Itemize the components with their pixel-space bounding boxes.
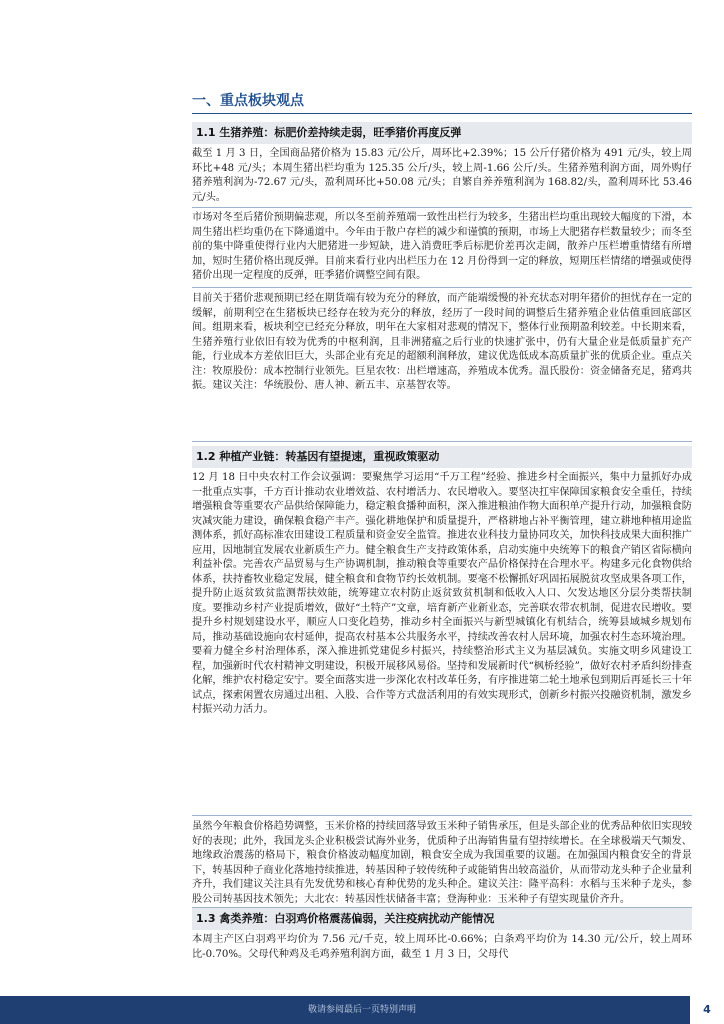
subsection-heading-hog: 1.1 生猪养殖：标肥价差持续走弱，旺季猪价再度反弹 [192, 122, 692, 144]
paragraph-poultry-prices: 本周主产区白羽鸡平均价为 7.56 元/千克，较上周环比-0.66%；白条鸡平均价为 14.30 元/公斤，较上周环比-0.70%。父母代种鸡及毛鸡养殖利润方面，截至 1 月 3 日，父母代 [192, 934, 692, 960]
subsection-heading-planting: 1.2 种植产业链：转基因有望提速，重视政策驱动 [192, 446, 692, 468]
subsection-heading-poultry: 1.3 禽类养殖：白羽鸡价格震荡偏弱，关注疫病扰动产能情况 [192, 908, 692, 930]
section-divider [192, 113, 692, 114]
paragraph-planting-policy: 12 月 18 日中央农村工作会议强调：要聚焦学习运用“千万工程”经验、推进乡村全面振兴，集中力量抓好办成一批重点实事，千方百计推动农业增效益、农村增活力、农民增收入。要坚决扛牢保障国家粮食安全重任，持续增强粮食等重要农产品供给保障能力，稳定粮食播种面积，深入推进粮油作物大面积单产提升行动，加强粮食防灾减灾能力建设，确保粮食稳产丰产。强化耕地保护和质量提升，严格耕地占补平衡管理，建立耕地种植用途监测体系，抓好高标准农田建设工程质量和资金安全监管。推进农业科技力量协同攻关，加快科技成果大面积推广应用，因地制宜发展农业新质生产力。健全粮食生产支持政策体系，启动实施中央统筹下的粮食产销区省际横向利益补偿。完善农产品贸易与生产协调机制，推动粮食等重要农产品价格保持在合理水平。构建多元化食物供给体系，扶持畜牧业稳定发展，健全粮食和食物节约长效机制。要毫不松懈抓好巩固拓展脱贫攻坚成果各项工作，提升防止返贫致贫监测帮扶效能，统筹建立农村防止返贫致贫机制和低收入人口、欠发达地区分层分类帮扶制度。要推动乡村产业提质增效，做好“土特产”文章，培育新产业新业态，完善联农带农机制，促进农民增收。要提升乡村规划建设水平，顺应人口变化趋势，推动乡村全面振兴与新型城镇化有机结合，统筹县域城乡规划布局，推动基础设施向农村延伸，提高农村基本公共服务水平，持续改善农村人居环境，加强农村生态环境治理。要着力健全乡村治理体系，深入推进抓党建促乡村振兴，持续整治形式主义为基层减负。实施文明乡风建设工程，加强新时代农村精神文明建设，积极开展移风易俗。坚持和发展新时代“枫桥经验”，做好农村矛盾纠纷排查化解，维护农村稳定安宁。要全面落实进一步深化农村改革任务，有序推进第二轮土地承包到期后再延长三十年试点，探索闲置农房通过出租、入股、合作等方式盘活利用的有效实现形式，创新乡村振兴投融资机制，激发乡村振兴动力活力。 [192, 471, 692, 816]
footer-band [0, 996, 724, 1024]
page-number: 4 [690, 996, 724, 1024]
section-title: 一、重点板块观点 [192, 93, 304, 109]
paragraph-hog-outlook: 目前关于猪价悲观预期已经在期货端有较为充分的释放，而产能端缓慢的补充状态对明年猪价的担忧存在一定的缓解，前期利空在生猪板块已经存在较为充分的释放，经历了一段时间的调整后生猪养殖企业估值重回底部区间。组期来看，板块利空已经充分释放，明年在大家相对悲观的情况下，整体行业预期盈利较差。中长期来看，生猪养殖行业依旧有较为优秀的中枢利润，且非洲猪瘟之后行业的快速扩张中，仍有大量企业是低质量扩充产能，行业成本方差依旧巨大，头部企业有充足的超额利润释放，建议优选低成本高质量扩张的优质企业。重点关注：牧原股份：成本控制行业领先。巨星农牧：出栏增速高，养殖成本优秀。温氏股份：资金储备充足，猪鸡共振。建议关注：华统股份、唐人神、新五丰、京基智农等。 [192, 292, 692, 442]
footer-disclaimer: 敬请参阅最后一页特别声明 [307, 1005, 416, 1015]
paragraph-planting-seeds: 虽然今年粮食价格趋势调整，玉米价格的持续回落导致玉米种子销售承压，但是头部企业的优秀品种依旧实现较好的表现；此外，我国龙头企业积极尝试海外业务，优质种子出海销售量有望持续增长。在全球极端天气频发、地缘政治震荡的格局下，粮食价格波动幅度加剧，粮食安全成为我国重要的议题。在加强国内粮食安全的背景下，转基因种子商业化落地持续推进，转基因种子较传统种子或能销售出较高溢价，从而带动龙头种子企业量利齐升，我们建议关注具有先发优势和核心育种优势的龙头种企。建议关注：隆平高科：水稻与玉米种子龙头，参股公司转基因技术领先；大北农：转基因性状储备丰富；登海种业：玉米种子有望实现量价齐升。 [192, 820, 692, 908]
paragraph-hog-market: 市场对冬至后猪价预期偏悲观，所以冬至前养殖端一致性出栏行为较多，生猪出栏均重出现较大幅度的下滑，本周生猪出栏均重仍在下降通道中。今年由于散户存栏的减少和谨慎的预期，市场上大肥猪存栏数量较少；而冬至前的集中降重使得行业内大肥猪进一步短缺，进入消费旺季后标肥价差再次走阔，散养户压栏增重情绪有所增加，短时生猪价格出现反弹。目前来看行业内出栏压力在 12 月份得到一定的释放，短期压栏情绪的增强或使得猪价出现一定程度的反弹，旺季猪价调整空间有限。 [192, 211, 692, 288]
paragraph-hog-prices: 截至 1 月 3 日，全国商品猪价格为 15.83 元/公斤，周环比+2.39%；15 公斤仔猪价格为 491 元/头，较上周环比+48 元/头；本周生猪出栏均重为 125.35 公斤/头，较上周-1.66 公斤/头。生猪养殖利润方面，周外购仔猪养殖利润为-72.67 元/头，盈利周环比+50.08 元/头；自繁自养养殖利润为 168.82/头，盈利周环比 53.46 元/头。 [192, 147, 692, 208]
